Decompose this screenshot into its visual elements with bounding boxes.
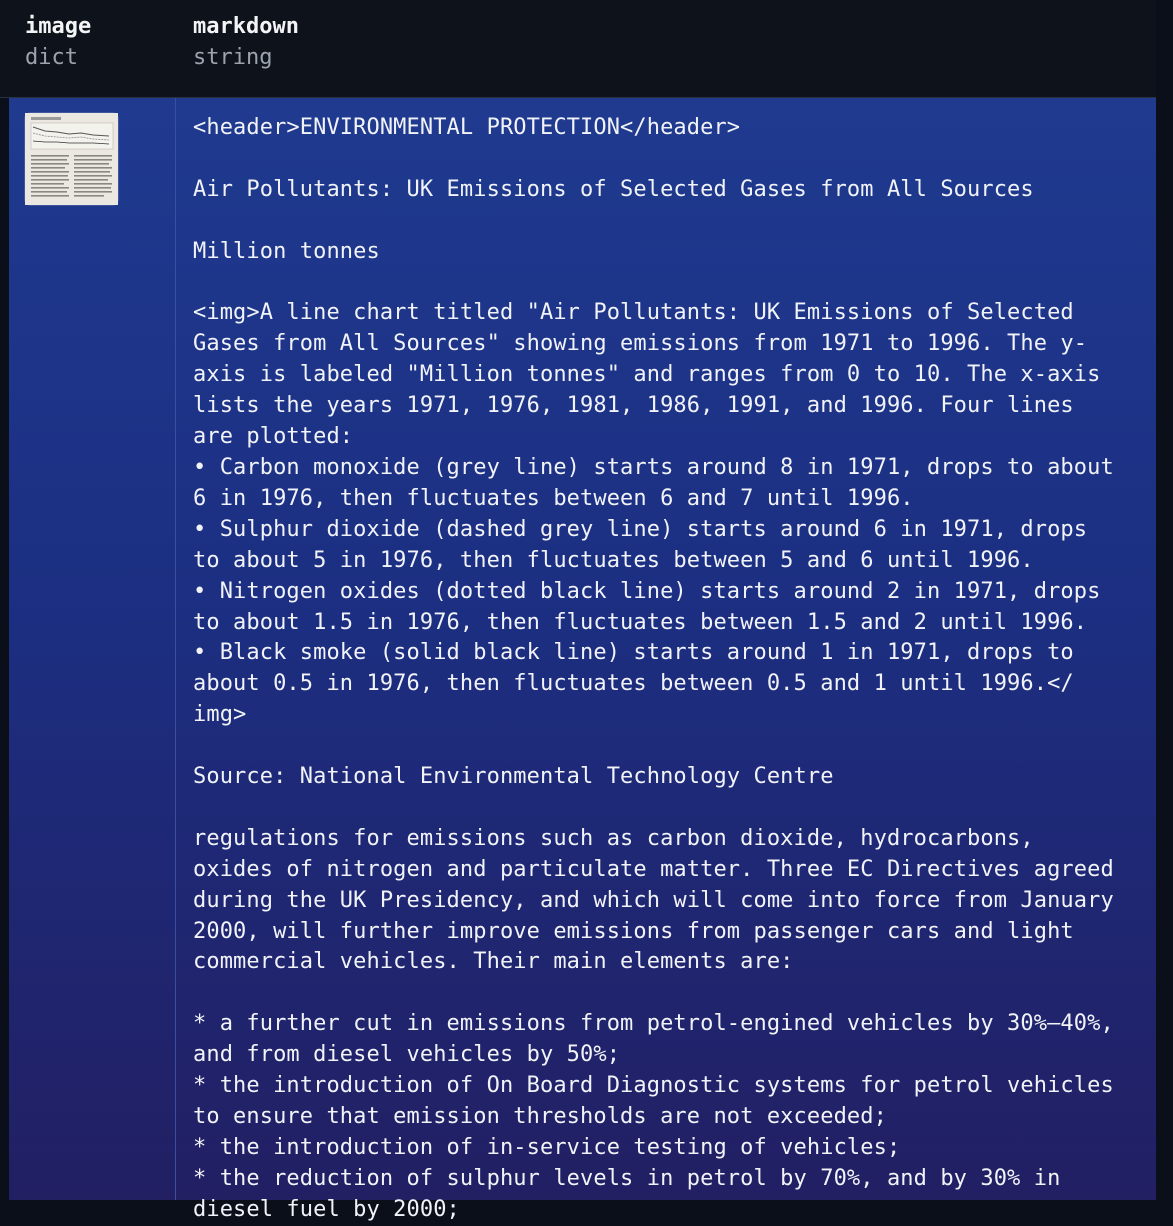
markdown-line: • Carbon monoxide (grey line) starts around 8 in 1971, drops to about: [193, 454, 1114, 480]
markdown-line: to about 1.5 in 1976, then fluctuates between 1.5 and 2 until 1996.: [193, 609, 1088, 635]
markdown-line: • Black smoke (solid black line) starts around 1 in 1971, drops to: [193, 640, 1074, 666]
markdown-line: • Sulphur dioxide (dashed grey line) starts around 6 in 1971, drops: [193, 516, 1088, 542]
markdown-line: to about 5 in 1976, then fluctuates between 5 and 6 until 1996.: [193, 547, 1034, 573]
markdown-line: regulations for emissions such as carbon dioxide, hydrocarbons,: [193, 825, 1034, 851]
column-name: markdown: [193, 14, 299, 39]
markdown-line: during the UK Presidency, and which will come into force from January: [193, 887, 1114, 913]
markdown-line: <img>A line chart titled "Air Pollutants: UK Emissions of Selected: [193, 300, 1074, 326]
markdown-line: to ensure that emission thresholds are not exceeded;: [193, 1104, 887, 1129]
column-type: string: [193, 45, 273, 70]
markdown-line: 2000, will further improve emissions from passenger cars and light: [193, 918, 1074, 944]
markdown-line: Source: National Environmental Technology Centre: [193, 764, 834, 790]
markdown-line: about 0.5 in 1976, then fluctuates between 0.5 and 1 until 1996.</: [193, 671, 1074, 697]
markdown-line: • Nitrogen oxides (dotted black line) starts around 2 in 1971, drops: [193, 578, 1101, 604]
markdown-line: * the reduction of sulphur levels in petrol by 70%, and by 30% in: [193, 1165, 1061, 1191]
markdown-cell[interactable]: [193, 113, 1173, 1226]
document-page-preview: [25, 113, 118, 205]
markdown-line: lists the years 1971, 1976, 1981, 1986, 1991, and 1996. Four lines: [193, 393, 1074, 419]
column-type: dict: [25, 45, 78, 70]
markdown-line: Gases from All Sources" showing emissions from 1971 to 1996. The y-: [193, 331, 1088, 357]
markdown-line: diesel fuel by 2000;: [193, 1196, 460, 1222]
markdown-line: <header>ENVIRONMENTAL PROTECTION</header>: [193, 115, 741, 140]
markdown-line: Million tonnes: [193, 238, 380, 264]
markdown-line: are plotted:: [193, 424, 354, 450]
markdown-line: Air Pollutants: UK Emissions of Selected Gases from All Sources: [193, 176, 1034, 202]
markdown-line: and from diesel vehicles by 50%;: [193, 1042, 621, 1068]
markdown-line: img>: [193, 702, 247, 728]
markdown-line: commercial vehicles. Their main elements are:: [193, 949, 794, 975]
markdown-line: * the introduction of On Board Diagnostic systems for petrol vehicles: [193, 1073, 1114, 1099]
table-header: [0, 0, 1156, 98]
column-header-markdown[interactable]: [193, 12, 299, 74]
column-header-image[interactable]: [25, 12, 91, 74]
markdown-line: * the introduction of in-service testing of vehicles;: [193, 1134, 901, 1160]
column-divider: [175, 98, 176, 1200]
markdown-line: axis is labeled "Million tonnes" and ranges from 0 to 10. The x-axis: [193, 362, 1101, 388]
markdown-line: * a further cut in emissions from petrol-engined vehicles by 30%–40%,: [193, 1011, 1114, 1037]
markdown-line: oxides of nitrogen and particulate matter. Three EC Directives agreed: [193, 856, 1114, 882]
column-name: image: [25, 14, 92, 39]
image-thumbnail[interactable]: [25, 113, 118, 205]
markdown-line: 6 in 1976, then fluctuates between 6 and 7 until 1996.: [193, 485, 914, 511]
